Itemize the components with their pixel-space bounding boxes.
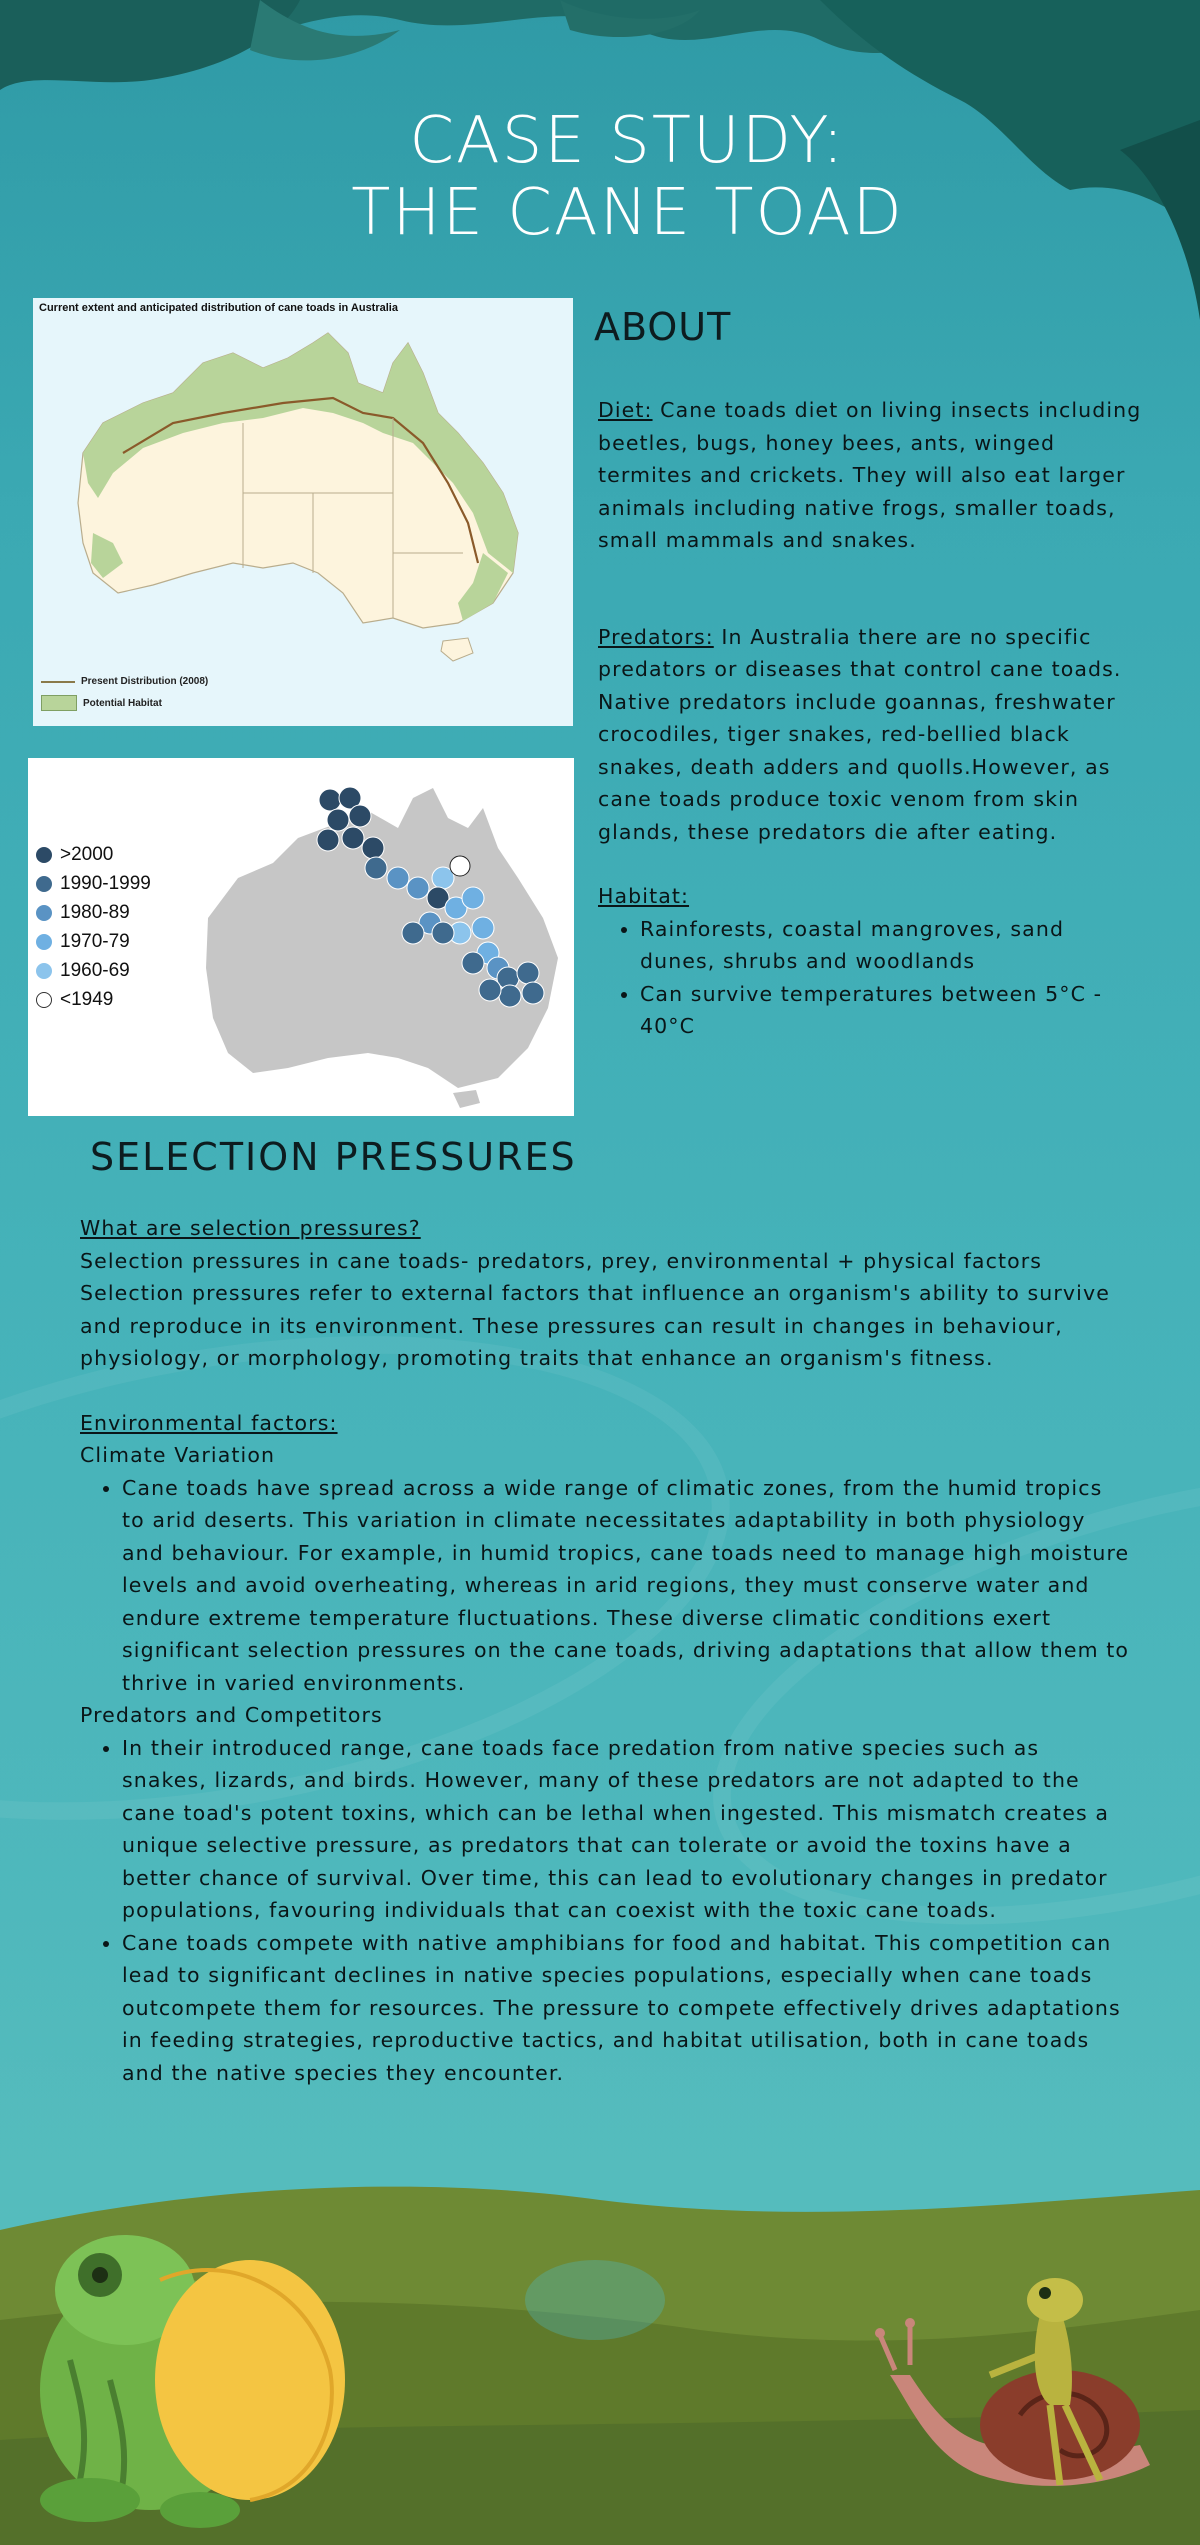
legend-label: 1980-89	[60, 902, 130, 923]
legend-dot-icon	[36, 876, 52, 892]
habitat-list	[598, 913, 1143, 1043]
legend-label: >2000	[60, 844, 114, 865]
title-line-1: CASE STUDY:	[409, 104, 846, 178]
legend-potential-habitat: Potential Habitat	[83, 697, 162, 709]
legend-label: 1960-69	[60, 960, 130, 981]
predators-list	[80, 1732, 1130, 2090]
legend-dot-icon	[36, 963, 52, 979]
list-item: • Rainforests, coastal mangroves, sand dunes, shrubs and woodlands	[640, 913, 1143, 978]
title-line-2: THE CANE TOAD	[351, 176, 904, 250]
diet-text: Cane toads diet on living insects including beetles, bugs, honey bees, ants, winged termites and crickets. They will also eat larger animals including native frogs, smaller toads, small mammals and snakes.	[598, 398, 1142, 552]
legend-present-distribution: Present Distribution (2008)	[81, 676, 209, 687]
about-heading: ABOUT	[594, 305, 732, 349]
map2-legend	[36, 840, 151, 1014]
present-distribution-line-icon	[41, 681, 75, 683]
legend-dot-icon	[36, 905, 52, 921]
predators-paragraph	[598, 621, 1143, 849]
cartoon-frog-icon	[30, 2180, 360, 2530]
predators-competitors-label: Predators and Competitors	[80, 1703, 383, 1727]
page-title	[0, 105, 1200, 249]
selection-definition: Selection pressures refer to external factors that influence an organism's ability to survive and reproduce in its environment. These pressures can result in changes in behaviour, physiology, or morphology, promoting traits that enhance an organism's fitness.	[80, 1281, 1110, 1370]
legend-dot-icon	[36, 847, 52, 863]
list-item: • In their introduced range, cane toads face predation from native species such as snakes, lizards, and birds. However, many of these predators are not adapted to the cane toad's potent toxins, which can be lethal when ingested. This mismatch creates a unique selective pressure, as predators that can tolerate or avoid the toxins have a better chance of survival. Over time, this can lead to evolutionary changes in predator populations, favouring individuals that can coexist with the toxic cane toads.	[122, 1732, 1130, 1927]
legend-label: 1990-1999	[60, 873, 151, 894]
selection-pressures-body	[80, 1212, 1130, 2089]
about-section	[598, 394, 1143, 1043]
list-item: • Cane toads compete with native amphibians for food and habitat. This competition can lead to significant declines in native species populations, especially when cane toads outcompete them for resources. The pressure to compete effectively drives adaptations in feeding strategies, reproductive tactics, and habitat utilisation, both in cane toads and the native species they encounter.	[122, 1927, 1130, 2090]
frog-riding-snail-icon	[870, 2255, 1170, 2525]
environmental-factors-label: Environmental factors:	[80, 1410, 338, 1435]
what-are-selection-pressures-label: What are selection pressures?	[80, 1216, 421, 1240]
diet-paragraph	[598, 394, 1143, 557]
predators-text: In Australia there are no specific predators or diseases that control cane toads. Native predators include goannas, freshwater crocodiles, tiger snakes, red-bellied black snakes, death adders and quolls.However, as cane toads produce toxic venom from skin glands, these predators die after eating.	[598, 624, 1122, 844]
climate-list	[80, 1472, 1130, 1700]
legend-label: <1949	[60, 989, 114, 1010]
map-legend	[41, 676, 208, 711]
australia-map	[63, 323, 543, 663]
list-item: • Cane toads have spread across a wide range of climatic zones, from the humid tropics to arid deserts. This variation in climate necessitates adaptability in both physiology and behaviour. For example, in humid tropics, cane toads need to manage high moisture levels and avoid overheating, whereas in arid regions, they must conserve water and endure extreme temperature fluctuations. These diverse climatic conditions exert significant selection pressures on the cane toads, driving adaptations that allow them to thrive in varied environments.	[122, 1472, 1130, 1700]
legend-dot-icon	[36, 992, 52, 1008]
distribution-map-panel	[33, 298, 573, 726]
selection-summary: Selection pressures in cane toads- predators, prey, environmental + physical factors	[80, 1248, 1043, 1273]
map-title: Current extent and anticipated distribution of cane toads in Australia	[39, 302, 398, 314]
potential-habitat-swatch-icon	[41, 695, 77, 711]
spread-dots	[198, 768, 568, 1108]
legend-label: 1970-79	[60, 931, 130, 952]
selection-pressures-heading: SELECTION PRESSURES	[90, 1135, 577, 1179]
spread-timeline-map-panel	[28, 758, 574, 1116]
habitat-label: Habitat:	[598, 884, 690, 908]
list-item: • Can survive temperatures between 5°C - 40°C	[640, 978, 1143, 1043]
climate-variation-label: Climate Variation	[80, 1443, 276, 1467]
predators-label: Predators:	[598, 624, 714, 649]
legend-dot-icon	[36, 934, 52, 950]
diet-label: Diet:	[598, 398, 653, 422]
